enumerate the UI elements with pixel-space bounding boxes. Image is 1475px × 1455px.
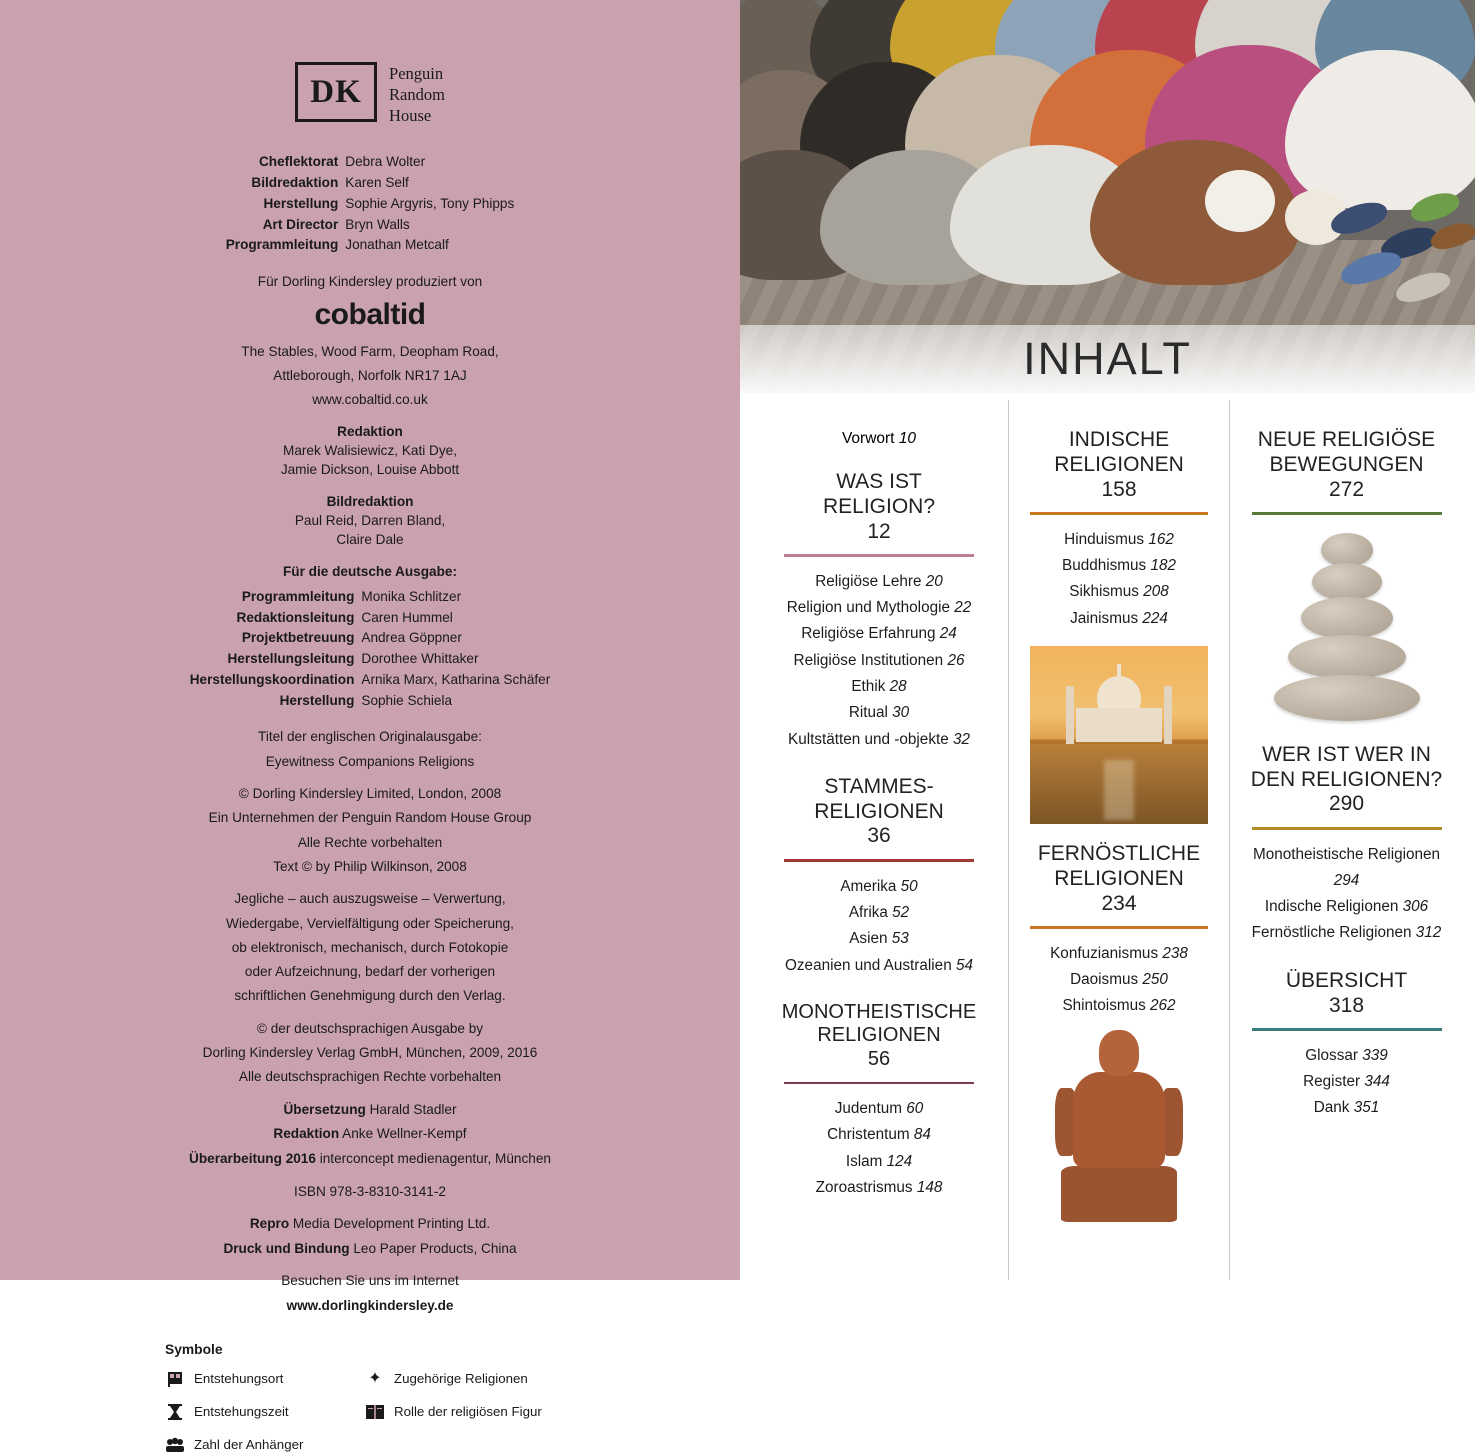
entry-page: 60 <box>906 1100 924 1118</box>
toc-entry[interactable] <box>1023 606 1215 632</box>
toc-entry[interactable] <box>1023 993 1215 1019</box>
bildredaktion-names: Claire Dale <box>336 532 404 548</box>
section-title-line-2: BEWEGUNGEN <box>1269 452 1424 476</box>
entry-page: 148 <box>916 1179 943 1197</box>
entry-page: 124 <box>886 1152 913 1170</box>
credit-value: Debra Wolter <box>345 154 426 170</box>
redaktion-names: Marek Walisiewicz, Kati Dye, <box>283 443 457 459</box>
contents-title-band <box>740 325 1475 393</box>
section-page: 36 <box>867 824 891 848</box>
toc-entry[interactable] <box>764 1149 994 1175</box>
section-entries <box>764 874 994 979</box>
credit-label: Art Director <box>262 216 339 232</box>
toc-entry[interactable] <box>764 900 994 926</box>
section-title-line-1: NEUE RELIGIÖSE <box>1257 428 1436 451</box>
section-title-line-2: RELIGIONEN <box>1054 866 1184 890</box>
section-title-line-1: ÜBERSICHT <box>1285 968 1408 992</box>
section-entries <box>764 1096 994 1201</box>
print-label: Druck und Bindung <box>223 1240 350 1256</box>
bildredaktion-heading: Bildredaktion <box>326 493 414 509</box>
legend-label: Entstehungszeit <box>194 1403 289 1419</box>
section-title <box>1244 743 1449 817</box>
credit-label: Herstellung <box>263 195 339 211</box>
entry-label: Amerika <box>840 877 897 895</box>
copyright-line: Alle Rechte vorbehalten <box>297 834 443 850</box>
page-title: INHALT <box>1023 333 1192 384</box>
translation-value: Anke Wellner-Kempf <box>342 1126 467 1142</box>
section-title-line-1: WAS IST <box>836 470 922 493</box>
toc-entry[interactable] <box>764 648 994 674</box>
entry-label: Ritual <box>848 704 888 722</box>
credit-row <box>190 587 551 608</box>
entry-page: 262 <box>1150 997 1176 1015</box>
toc-entry[interactable] <box>1244 894 1449 920</box>
prh-line-3: House <box>389 106 432 126</box>
toc-entry[interactable] <box>764 700 994 726</box>
prh-line-1: Penguin <box>389 64 444 83</box>
section-title-line-2: RELIGIONEN <box>814 799 944 823</box>
entry-page: 53 <box>891 930 909 948</box>
section-title-line-1: FERNÖSTLICHE <box>1037 841 1201 865</box>
legend-item-figure-role <box>365 1402 585 1422</box>
entry-page: 224 <box>1142 609 1168 627</box>
toc-entry[interactable] <box>1023 553 1215 579</box>
main-credits-table <box>226 152 515 256</box>
toc-entry[interactable] <box>764 727 994 753</box>
entry-page: 52 <box>892 903 910 921</box>
section-entries <box>1244 842 1449 947</box>
toc-entry[interactable] <box>1244 1069 1449 1095</box>
toc-entry[interactable] <box>764 569 994 595</box>
entry-page: 22 <box>954 599 972 617</box>
toc-entry[interactable] <box>764 621 994 647</box>
legend-item-follower-count <box>165 1435 365 1455</box>
bildredaktion-block <box>160 493 580 550</box>
isbn: ISBN 978-3-8310-3141-2 <box>294 1183 446 1199</box>
entry-label: Buddhismus <box>1062 557 1147 575</box>
publisher-website[interactable]: www.dorlingkindersley.de <box>286 1297 454 1313</box>
toc-entry[interactable] <box>764 674 994 700</box>
german-copyright-line: Dorling Kindersley Verlag GmbH, München, 2009, 2016 <box>202 1045 538 1061</box>
entry-label: Dank <box>1313 1099 1350 1117</box>
german-credits-table <box>190 587 551 712</box>
section-divider <box>1252 512 1442 515</box>
entry-label: Religiöse Erfahrung <box>801 625 936 643</box>
section-title-line-1: WER IST WER IN <box>1262 742 1431 766</box>
section-divider <box>784 859 974 862</box>
section-page: 158 <box>1101 477 1137 501</box>
entry-label: Jainismus <box>1070 609 1139 627</box>
section-title-line-2: DEN RELIGIONEN? <box>1250 767 1443 791</box>
section-divider <box>1030 926 1208 929</box>
toc-entry[interactable] <box>764 1096 994 1122</box>
translation-label: Übersetzung <box>283 1101 366 1117</box>
section-title <box>764 470 994 544</box>
translation-value: Harald Stadler <box>369 1101 457 1117</box>
credit-row <box>190 608 551 629</box>
producer-website[interactable]: www.cobaltid.co.uk <box>312 392 428 408</box>
entry-label: Religion und Mythologie <box>786 599 950 617</box>
credit-label: Herstellungskoordination <box>189 671 355 687</box>
rights-line: oder Aufzeichnung, bedarf der vorherigen <box>244 964 496 980</box>
section-page: 272 <box>1328 477 1365 501</box>
german-copyright-line: © der deutschsprachigen Ausgabe by <box>256 1020 484 1036</box>
credit-label: Programmleitung <box>241 588 355 604</box>
entry-label: Hinduismus <box>1064 530 1145 548</box>
entry-label: Judentum <box>834 1100 902 1118</box>
german-edition-label: Für die deutsche Ausgabe: <box>283 563 457 579</box>
legend-item-origin-place <box>165 1369 365 1389</box>
symbols-heading: Symbole <box>165 1342 223 1358</box>
section-title-line-1: INDISCHE <box>1068 428 1170 451</box>
table-of-contents <box>740 400 1475 1280</box>
legend-label: Entstehungsort <box>194 1370 284 1386</box>
entry-page: 339 <box>1362 1046 1388 1064</box>
section-title-line-2: RELIGIONEN <box>817 1024 941 1047</box>
entry-page: 351 <box>1353 1099 1380 1117</box>
section-entries <box>1244 1043 1449 1122</box>
legend-label: Rolle der religiösen Figur <box>394 1403 542 1419</box>
section-entries <box>1023 527 1215 632</box>
legend-label: Zugehörige Religionen <box>394 1370 528 1386</box>
entry-page: 312 <box>1415 924 1442 942</box>
book-icon <box>365 1402 385 1422</box>
rights-line: Jegliche – auch auszugsweise – Verwertung, <box>234 891 506 907</box>
entry-page: 32 <box>952 730 970 748</box>
section-divider <box>1252 1028 1442 1031</box>
toc-entry[interactable] <box>764 1122 994 1148</box>
german-edition-heading <box>160 563 580 581</box>
credit-label: Cheflektorat <box>258 154 339 170</box>
credit-label: Bildredaktion <box>251 175 339 191</box>
section-entries <box>764 569 994 753</box>
visit-us-line: Besuchen Sie uns im Internet <box>281 1273 459 1289</box>
toc-entry[interactable] <box>1023 527 1215 553</box>
section-title <box>764 775 994 849</box>
redaktion-heading: Redaktion <box>337 423 403 439</box>
toc-column-1 <box>750 400 1008 1280</box>
translation-row <box>160 1124 580 1144</box>
entry-label: Glossar <box>1305 1046 1358 1064</box>
section-title-line-2: RELIGIONEN <box>1054 452 1184 476</box>
toc-entry[interactable] <box>1023 967 1215 993</box>
section-title-line-1: STAMMES- <box>824 774 934 798</box>
section-title <box>764 1001 994 1072</box>
toc-entry[interactable] <box>1244 1043 1449 1069</box>
section-divider <box>784 1082 974 1085</box>
toc-entry[interactable] <box>1244 842 1449 895</box>
print-value: Leo Paper Products, China <box>353 1240 517 1256</box>
toc-entry[interactable] <box>764 874 994 900</box>
entry-page: 238 <box>1162 944 1188 962</box>
credit-value: Dorothee Whittaker <box>361 651 479 667</box>
entry-page: 50 <box>900 877 918 895</box>
rights-line: ob elektronisch, mechanisch, durch Fotokopie <box>231 939 509 955</box>
entry-label: Ozeanien und Australien <box>785 956 952 974</box>
section-title-line-1: MONOTHEISTISCHE <box>781 1000 977 1023</box>
entry-label: Islam <box>845 1152 883 1170</box>
copyright-line: Text © by Philip Wilkinson, 2008 <box>273 858 467 874</box>
entry-page: 182 <box>1150 557 1176 575</box>
print-row <box>160 1214 580 1234</box>
entry-page: 26 <box>947 651 965 669</box>
section-title <box>1244 428 1449 502</box>
entry-label: Zoroastrismus <box>815 1179 913 1197</box>
dk-publisher-logo <box>160 62 580 126</box>
produced-for-line: Für Dorling Kindersley produziert von <box>257 274 483 290</box>
toc-entry[interactable] <box>1244 920 1449 946</box>
toc-section-monotheistische-religionen <box>764 1001 994 1201</box>
dk-monogram: DK <box>295 62 377 122</box>
entry-label: Fernöstliche Religionen <box>1251 924 1412 942</box>
entry-label: Christentum <box>827 1126 910 1144</box>
legend-item-origin-time <box>165 1402 365 1422</box>
entry-label: Shintoismus <box>1062 997 1146 1015</box>
toc-entry[interactable] <box>764 595 994 621</box>
credit-row <box>190 670 551 691</box>
credit-value: Jonathan Metcalf <box>345 237 449 253</box>
german-copyright-line: Alle deutschsprachigen Rechte vorbehalten <box>238 1069 502 1085</box>
redaktion-block <box>160 423 580 480</box>
section-title-line-2: RELIGION? <box>822 494 936 518</box>
toc-entry[interactable] <box>1244 1095 1449 1121</box>
muslim-prayer-photo <box>740 0 1475 393</box>
credit-value: Karen Self <box>345 175 409 191</box>
toc-section-stammes-religionen <box>764 775 994 979</box>
toc-section-neue-religioese-bewegungen <box>1244 428 1449 723</box>
toc-column-3 <box>1230 400 1463 1280</box>
toc-section-indische-religionen <box>1023 428 1215 824</box>
stone-cairn-thumbnail <box>1247 533 1447 723</box>
credit-row <box>226 235 515 256</box>
credit-value: Sophie Argyris, Tony Phipps <box>345 195 515 211</box>
credit-value: Caren Hummel <box>361 609 453 625</box>
entry-page: 208 <box>1143 583 1169 601</box>
entry-page: 306 <box>1402 898 1429 916</box>
print-label: Repro <box>249 1216 290 1232</box>
entry-page: 24 <box>939 625 957 643</box>
toc-section-uebersicht <box>1244 969 1449 1122</box>
toc-column-2 <box>1008 400 1230 1280</box>
entry-label: Religiöse Institutionen <box>793 651 944 669</box>
credit-value: Arnika Marx, Katharina Schäfer <box>361 671 551 687</box>
terracotta-warrior-thumbnail <box>1039 1030 1199 1230</box>
section-divider <box>1030 512 1208 515</box>
toc-section-fernoestliche-religionen <box>1023 842 1215 1230</box>
entry-page: 28 <box>889 677 907 695</box>
toc-entry[interactable] <box>764 1175 994 1201</box>
copyright-line: © Dorling Kindersley Limited, London, 2008 <box>238 786 502 802</box>
contents-page <box>740 0 1475 1280</box>
entry-page: 162 <box>1148 530 1174 548</box>
section-title <box>1023 842 1215 916</box>
bildredaktion-names: Paul Reid, Darren Bland, <box>294 513 446 529</box>
legend-item-related-religions <box>365 1369 585 1389</box>
credit-value: Bryn Walls <box>345 216 410 232</box>
section-page: 12 <box>867 519 891 543</box>
map-flag-icon <box>165 1369 185 1389</box>
entry-page: 250 <box>1142 971 1168 989</box>
credit-row <box>190 691 551 712</box>
credit-label: Herstellungsleitung <box>227 651 355 667</box>
entry-label: Afrika <box>848 903 888 921</box>
taj-mahal-thumbnail <box>1030 646 1208 824</box>
entry-label: Asien <box>849 930 888 948</box>
credit-row <box>226 194 515 215</box>
legend-label: Zahl der Anhänger <box>194 1436 304 1452</box>
section-divider <box>1252 827 1442 830</box>
print-row <box>160 1239 580 1259</box>
credit-label: Herstellung <box>279 692 355 708</box>
redaktion-names: Jamie Dickson, Louise Abbott <box>280 462 460 478</box>
entry-page: 54 <box>955 956 973 974</box>
entry-label: Kultstätten und -objekte <box>788 730 949 748</box>
photo-worshippers <box>740 0 1475 265</box>
entry-label: Monotheistische Religionen <box>1252 845 1441 863</box>
credit-label: Programmleitung <box>225 237 339 253</box>
producer-address-line: The Stables, Wood Farm, Deopham Road, <box>241 343 499 359</box>
toc-section-was-ist-religion <box>764 470 994 753</box>
credit-row <box>190 649 551 670</box>
credit-row <box>226 173 515 194</box>
prh-line-2: Random <box>389 85 445 105</box>
entry-page: 84 <box>913 1126 931 1144</box>
rights-line: Wiedergabe, Vervielfältigung oder Speicherung, <box>226 915 514 931</box>
entry-label: Sikhismus <box>1069 583 1139 601</box>
entry-label: Konfuzianismus <box>1050 944 1159 962</box>
entry-page: 344 <box>1364 1073 1390 1091</box>
toc-entry[interactable] <box>1023 941 1215 967</box>
credit-label: Redaktionsleitung <box>236 609 355 625</box>
credit-value: Sophie Schiela <box>361 692 453 708</box>
toc-entry[interactable] <box>1023 579 1215 605</box>
toc-section-wer-ist-wer <box>1244 743 1449 947</box>
section-page: 56 <box>867 1048 891 1071</box>
entry-page: 294 <box>1333 871 1360 889</box>
translation-row <box>160 1149 580 1169</box>
penguin-random-house-wordmark <box>389 62 445 126</box>
credit-row <box>190 628 551 649</box>
producer-address-line: Attleborough, Norfolk NR17 1AJ <box>273 368 467 384</box>
entry-label: Religiöse Lehre <box>815 572 922 590</box>
entry-label: Daoismus <box>1070 971 1139 989</box>
credit-row <box>226 215 515 236</box>
entry-label: Ethik <box>851 677 886 695</box>
credit-value: Andrea Göppner <box>361 630 462 646</box>
section-page: 234 <box>1101 891 1137 915</box>
copyright-line: Ein Unternehmen der Penguin Random House Group <box>208 810 532 826</box>
translation-value: interconcept medienagentur, München <box>319 1151 551 1167</box>
original-title-line: Titel der englischen Originalausgabe: <box>258 729 482 745</box>
entry-label: Vorwort <box>841 430 895 447</box>
credit-label: Projektbetreuung <box>241 630 355 646</box>
toc-entry[interactable] <box>764 953 994 979</box>
entry-page: 30 <box>892 704 910 722</box>
translation-label: Redaktion <box>273 1126 340 1142</box>
translation-row <box>160 1100 580 1120</box>
print-value: Media Development Printing Ltd. <box>292 1216 491 1232</box>
people-icon <box>165 1435 185 1455</box>
section-title <box>1244 969 1449 1019</box>
entry-page: 20 <box>925 572 943 590</box>
star-icon: ✦ <box>368 1369 382 1387</box>
credit-value: Monika Schlitzer <box>361 588 462 604</box>
section-title <box>1023 428 1215 502</box>
credit-row <box>226 152 515 173</box>
cobaltid-logo: cobaltid <box>314 298 426 332</box>
rights-line: schriftlichen Genehmigung durch den Verlag. <box>234 988 506 1004</box>
entry-page: 10 <box>898 430 917 447</box>
section-entries <box>1023 941 1215 1020</box>
symbols-legend <box>160 1341 580 1455</box>
original-title-value: Eyewitness Companions Religions <box>265 753 475 769</box>
translation-label: Überarbeitung 2016 <box>189 1151 316 1167</box>
section-page: 318 <box>1328 993 1365 1017</box>
entry-label: Indische Religionen <box>1264 898 1399 916</box>
section-divider <box>784 554 974 557</box>
toc-entry-vorwort[interactable] <box>764 430 994 448</box>
section-page: 290 <box>1328 792 1365 816</box>
toc-entry[interactable] <box>764 926 994 952</box>
hourglass-icon <box>165 1402 185 1422</box>
entry-label: Register <box>1303 1073 1361 1091</box>
